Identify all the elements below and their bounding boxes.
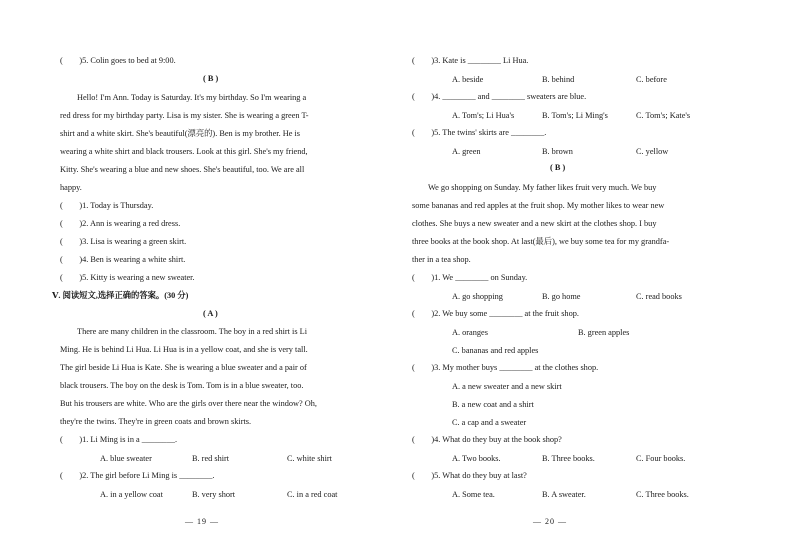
question-b4: ( )4. What do they buy at the book shop? (412, 435, 562, 444)
option: C. yellow (636, 147, 669, 156)
tf-item: ( )2. Ann is wearing a red dress. (60, 219, 181, 228)
passage-a-line: Ming. He is behind Li Hua. Li Hua is in a yellow coat, and she is very tall. (60, 345, 308, 354)
passage-b-line: three books at the book shop. At last(最后), we buy some tea for my grandfa- (412, 237, 670, 246)
option: A. green (452, 147, 481, 156)
passage-a-line: But his trousers are white. Who are the girls over there near the window? Oh, (60, 399, 317, 408)
option: B. green apples (578, 328, 630, 337)
passage-b-line: some bananas and red apples at the fruit shop. My mother likes to wear new (412, 201, 665, 210)
passage-b-line: happy. (60, 183, 82, 192)
option: C. before (636, 75, 667, 84)
option: A. go shopping (452, 292, 503, 301)
option: C. bananas and red apples (452, 346, 539, 355)
page-number: — 19 — (185, 517, 219, 526)
option: C. read books (636, 292, 682, 301)
option: A. Some tea. (452, 490, 495, 499)
question-b5: ( )5. What do they buy at last? (412, 471, 527, 480)
question-a3: ( )3. Kate is ________ Li Hua. (412, 56, 529, 65)
passage-a-title: ( A ) (203, 309, 218, 318)
option: B. go home (542, 292, 581, 301)
option: B. red shirt (192, 454, 230, 463)
tf-item: ( )3. Lisa is wearing a green skirt. (60, 237, 187, 246)
page-number: — 20 — (533, 517, 567, 526)
option: C. Four books. (636, 454, 686, 463)
passage-b-line: We go shopping on Sunday. My father likes fruit very much. We buy (428, 183, 657, 192)
passage-b-title: ( B ) (203, 74, 219, 83)
question-b1: ( )1. We ________ on Sunday. (412, 273, 528, 282)
question-b2: ( )2. We buy some ________ at the fruit shop. (412, 309, 579, 318)
section-heading: Ⅴ. 阅读短文,选择正确的答案。(30 分) (52, 291, 189, 300)
option: A. blue sweater (100, 454, 152, 463)
option: B. A sweater. (542, 490, 586, 499)
option: A. Two books. (452, 454, 501, 463)
question-a5: ( )5. The twins' skirts are ________. (412, 128, 547, 137)
option: C. in a red coat (287, 490, 338, 499)
passage-b-line: wearing a white shirt and black trousers. Look at this girl. She's my friend, (60, 147, 308, 156)
passage-a-line: There are many children in the classroom. The boy in a red shirt is Li (77, 327, 308, 336)
passage-b-line: red dress for my birthday party. Lisa is my sister. She is wearing a green T- (60, 111, 309, 120)
passage-a-line: they're the twins. They're in green coats and brown skirts. (60, 417, 252, 426)
question-b3: ( )3. My mother buys ________ at the clothes shop. (412, 363, 599, 372)
question-a1: ( )1. Li Ming is in a ________. (60, 435, 178, 444)
option: C. white shirt (287, 454, 332, 463)
option: A. a new sweater and a new skirt (452, 382, 562, 391)
option: A. beside (452, 75, 484, 84)
passage-b-line: shirt and a white skirt. She's beautiful(漂亮的). Ben is my brother. He is (60, 129, 300, 138)
option: C. Three books. (636, 490, 689, 499)
option: C. Tom's; Kate's (636, 111, 691, 120)
option: A. in a yellow coat (100, 490, 163, 499)
passage-a-line: black trousers. The boy on the desk is Tom. Tom is in a blue sweater, too. (60, 381, 304, 390)
option: B. Tom's; Li Ming's (542, 111, 608, 120)
passage-b-line: clothes. She buys a new sweater and a new skirt at the clothes shop. I buy (412, 219, 657, 228)
passage-b-line: Hello! I'm Ann. Today is Saturday. It's my birthday. So I'm wearing a (77, 93, 307, 102)
option: B. brown (542, 147, 573, 156)
tf-item: ( )4. Ben is wearing a white shirt. (60, 255, 186, 264)
passage-a-line: The girl beside Li Hua is Kate. She is wearing a blue sweater and a pair of (60, 363, 307, 372)
question-colin: ( )5. Colin goes to bed at 9:00. (60, 56, 176, 65)
option: C. a cap and a sweater (452, 418, 527, 427)
option: B. Three books. (542, 454, 595, 463)
option: A. Tom's; Li Hua's (452, 111, 515, 120)
option: B. a new coat and a shirt (452, 400, 534, 409)
tf-item: ( )5. Kitty is wearing a new sweater. (60, 273, 195, 282)
tf-item: ( )1. Today is Thursday. (60, 201, 154, 210)
option: B. very short (192, 490, 236, 499)
passage-b-title: ( B ) (550, 163, 566, 172)
option: A. oranges (452, 328, 488, 337)
passage-b-line: ther in a tea shop. (412, 255, 471, 264)
question-a2: ( )2. The girl before Li Ming is ________. (60, 471, 215, 480)
option: B. behind (542, 75, 575, 84)
passage-b-line: Kitty. She's wearing a blue and new shoes. She's beautiful, too. We are all (60, 165, 305, 174)
question-a4: ( )4. ________ and ________ sweaters are blue. (412, 92, 587, 101)
